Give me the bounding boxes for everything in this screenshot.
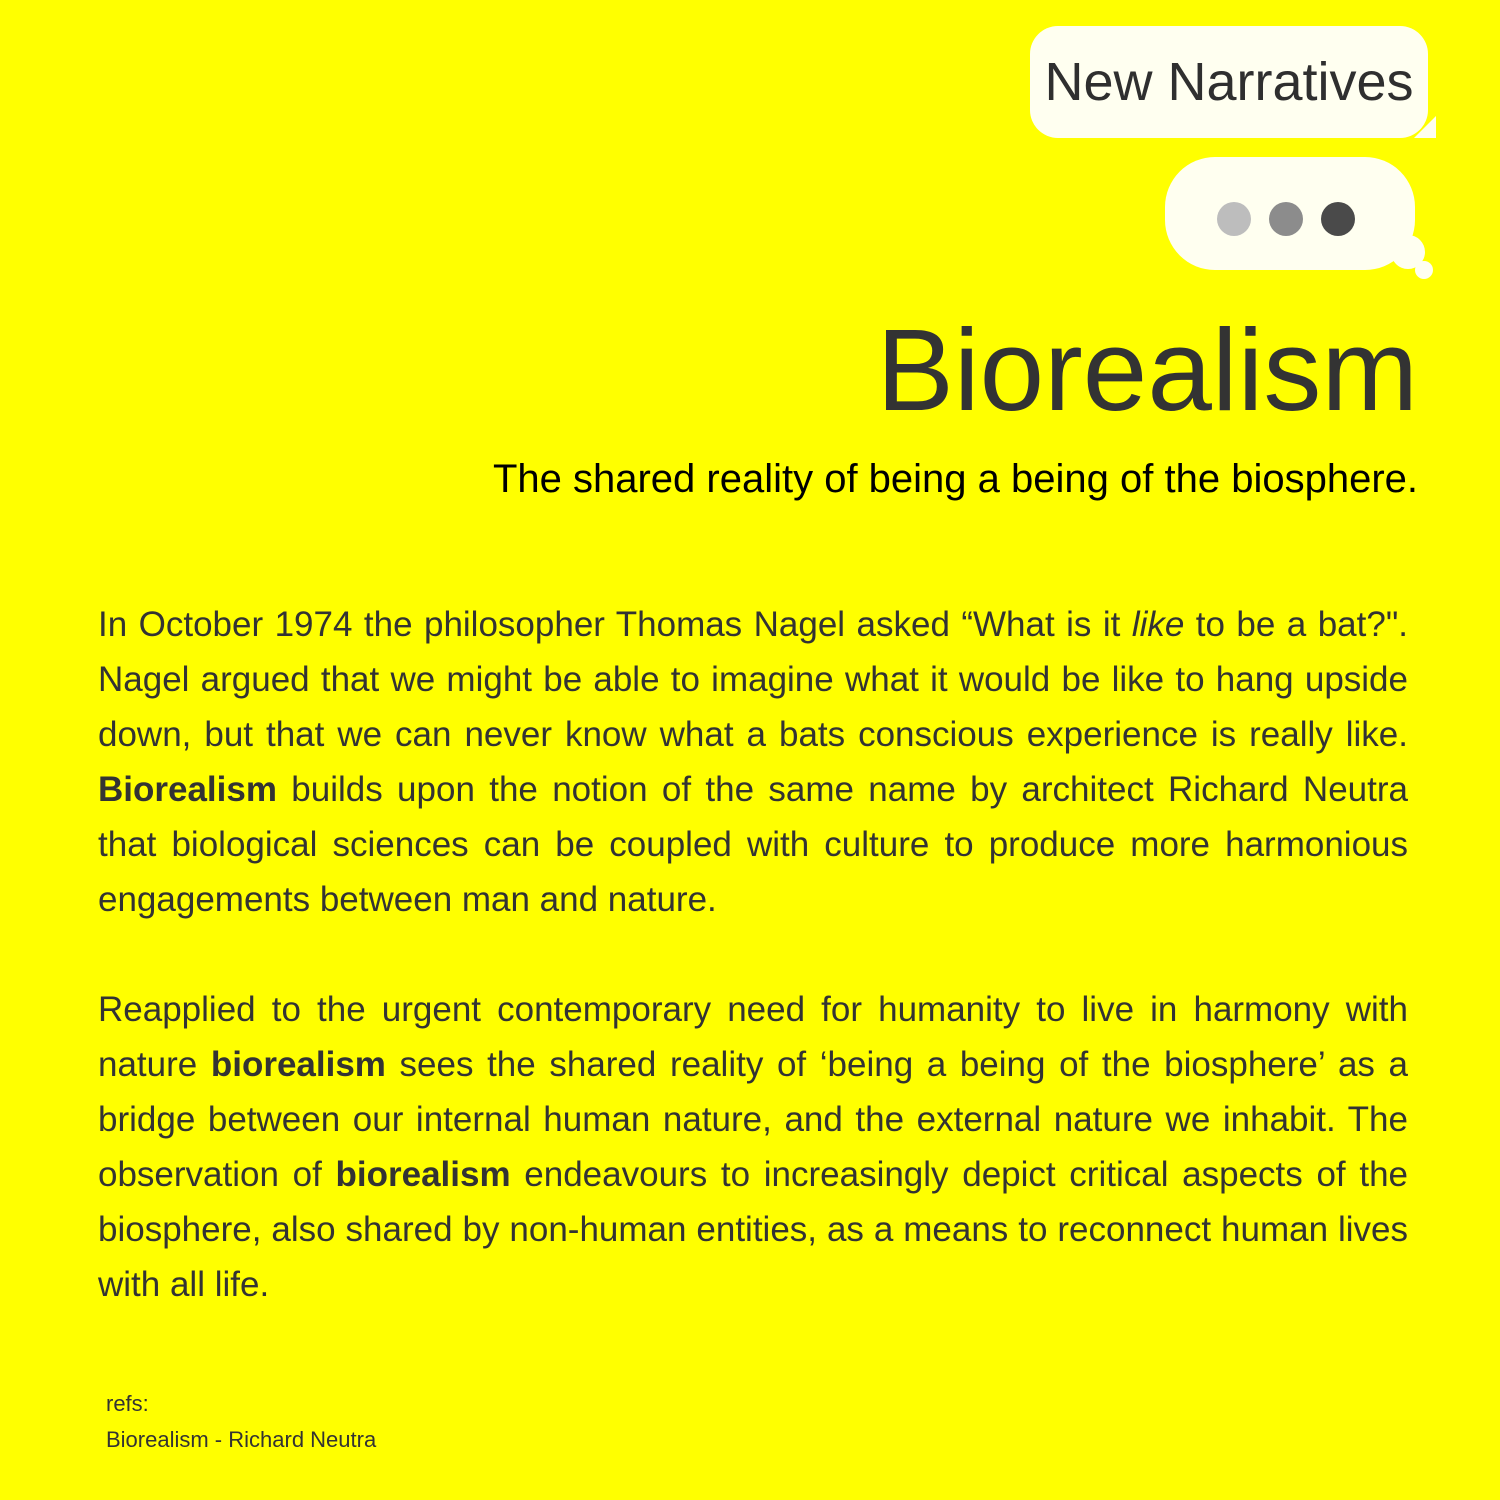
speech-bubble-tail — [1414, 116, 1436, 138]
page-subtitle: The shared reality of being a being of the biosphere. — [492, 457, 1418, 501]
typing-dot-light — [1217, 202, 1251, 236]
paragraph-intro-bold: Biorealism — [98, 770, 277, 809]
paragraph-intro-text-2: to be a bat?". Nagel argued that we might be able to imagine what it would be like to hang upside down, but that we can never know what a bats conscious experience is really like. — [98, 605, 1408, 754]
paragraph-reapplied-text-3: endeavours to increasingly depict critical aspects of the biosphere, also shared by non-human entities, as a means to reconnect human lives with all life. — [98, 1155, 1408, 1304]
paragraph-intro-text-3: builds upon the notion of the same name by architect Richard Neutra that biological sciences can be coupled with culture to produce more harmonious engagements between man and nature. — [98, 770, 1408, 919]
paragraph-reapplied-text-1: Reapplied to the urgent contemporary need for humanity to live in harmony with nature — [98, 990, 1408, 1084]
paragraph-intro-italic: like — [1131, 605, 1185, 644]
typing-dot-mid — [1269, 202, 1303, 236]
new-narratives-label: New Narratives — [1044, 52, 1414, 112]
paragraph-reapplied-bold-2: biorealism — [335, 1155, 511, 1194]
paragraph-reapplied-text-2: sees the shared reality of ‘being a being of the biosphere’ as a bridge between our internal human nature, and the external nature we inhabit. The observation of — [98, 1045, 1409, 1194]
references — [106, 1386, 376, 1458]
new-narratives-bubble — [1030, 26, 1428, 138]
paragraph-intro — [98, 597, 1408, 927]
paragraph-reapplied-bold-1: biorealism — [210, 1045, 386, 1084]
thought-bubble-tail-dot — [1415, 261, 1433, 279]
paragraph-intro-text-1: In October 1974 the philosopher Thomas Nagel asked “What is it — [98, 605, 1132, 644]
typing-indicator-icon — [1165, 157, 1415, 270]
page-title: Biorealism — [876, 305, 1418, 435]
typing-dot-dark — [1321, 202, 1355, 236]
reference-item: Biorealism - Richard Neutra — [106, 1427, 377, 1452]
references-label: refs: — [106, 1391, 149, 1416]
paragraph-reapplied — [98, 982, 1408, 1312]
